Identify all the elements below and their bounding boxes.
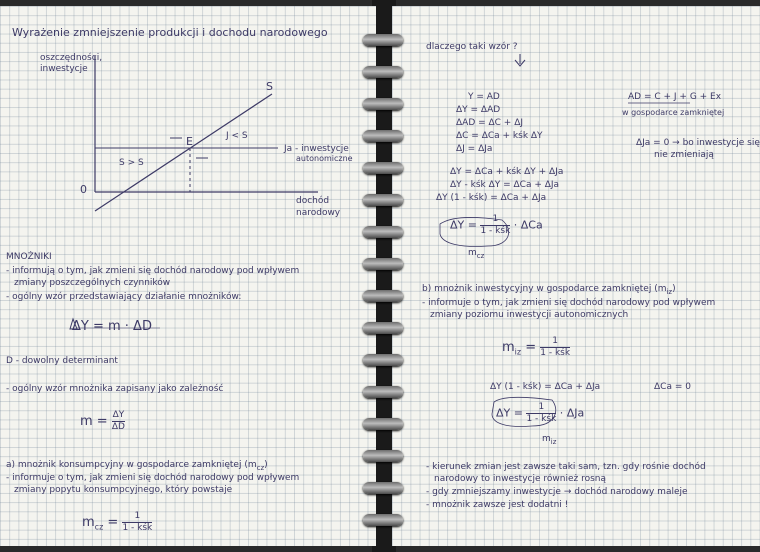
origin-label: 0 — [80, 183, 87, 196]
question-text: dlaczego taki wzór ? — [426, 42, 518, 52]
spiral-ring — [363, 226, 403, 238]
ad-formula: AD = C + J + G + Ex — [628, 92, 722, 102]
right-notebook-page — [392, 6, 760, 546]
equation-7: ΔY - kśk ΔY = ΔCa + ΔJa — [450, 180, 560, 190]
section-a-subscript: cz — [256, 463, 265, 472]
multiplier-text-line2: zmiany poszczególnych czynników — [14, 278, 171, 288]
mcz-formula: $m_{cz}$ = $\frac{1}{\text{1 - kśk}}$ — [82, 511, 153, 533]
y-axis-label-line2: inwestycje — [40, 64, 88, 74]
spiral-ring — [363, 450, 403, 462]
mcz-denominator: 1 - kśk — [122, 523, 153, 533]
miz-label-subscript: iz — [550, 437, 557, 446]
dependency-note: - ogólny wzór mnożnika zapisany jako zależność — [6, 384, 224, 394]
section-a-line2: - informuje o tym, jak zmieni się dochód narodowy pod wpływem — [6, 473, 300, 483]
dja-note-line2: nie zmieniają — [654, 150, 714, 160]
mcz-lhs: m — [82, 515, 95, 530]
section-b-heading: b) mnożnik inwestycyjny w gospodarce zamkniętej $(m_{iz})$ — [422, 284, 676, 296]
m-formula-denominator: ΔD — [111, 422, 125, 432]
spiral-ring — [363, 418, 403, 430]
equation-9-denominator: 1 - kśk — [480, 226, 511, 236]
equation-9 — [450, 214, 543, 237]
section-b-text: b) mnożnik inwestycyjny w gospodarce zamkniętej (m — [422, 284, 667, 294]
investment-label-line1: Ja - inwestycje — [284, 144, 349, 154]
y-axis-label-line1: oszczędności, — [40, 53, 103, 63]
equation-11-rhs: · ΔJa — [559, 406, 585, 420]
spiral-ring — [363, 98, 403, 110]
dja-note-line1: ΔJa = 0 → bo inwestycje się — [636, 138, 760, 148]
equation-9-numerator: 1 — [492, 214, 499, 224]
equilibrium-point-label: E — [186, 135, 193, 148]
equation-5: ΔJ = ΔJa — [456, 144, 493, 154]
miz-label: m — [542, 434, 551, 444]
x-axis-label-line1: dochód — [296, 196, 330, 206]
left-notebook-page — [0, 6, 376, 546]
equation-11-numerator: 1 — [538, 402, 545, 412]
spiral-ring — [363, 354, 403, 366]
right-region-label: J < S — [226, 131, 248, 141]
mcz-subscript: cz — [94, 522, 104, 532]
bullet-1: - kierunek zmian jest zawsze taki sam, tzn. gdy rośnie dochód — [426, 462, 706, 472]
section-b-line2: - informuje o tym, jak zmieni się dochód narodowy pod wpływem — [422, 298, 716, 308]
multiplier-heading: MNOŻNIKI — [6, 252, 52, 262]
spiral-ring — [363, 162, 403, 174]
spiral-ring — [363, 34, 403, 46]
spiral-ring — [363, 514, 403, 526]
section-a-heading: a) mnożnik konsumpcyjny w gospodarce zamkniętej $(m_{cz})$ — [6, 460, 268, 472]
m-formula-numerator: ΔY — [112, 410, 125, 420]
spiral-ring — [363, 258, 403, 270]
equation-11-label — [542, 434, 556, 447]
section-b-line3: zmiany poziomu inwestycji autonomicznych — [430, 310, 629, 320]
equation-9-rhs: · ΔCa — [513, 218, 543, 232]
section-a-text: a) mnożnik konsumpcyjny w gospodarce zamkniętej (m — [6, 460, 257, 470]
determinant-note: D - dowolny determinant — [6, 356, 118, 366]
equation-11-lhs: ΔY = — [496, 406, 523, 420]
mcz-label: m — [468, 248, 477, 258]
general-formula: ΔY = m · ΔD — [72, 319, 152, 334]
miz-lhs: m — [502, 340, 515, 355]
miz-numerator: 1 — [552, 336, 559, 346]
miz-denominator: 1 - kśk — [540, 348, 571, 358]
spiral-ring — [363, 482, 403, 494]
equation-10: ΔY (1 - kśk) = ΔCa + ΔJa — [490, 382, 601, 392]
spiral-ring — [363, 290, 403, 302]
mcz-label-subscript: cz — [476, 251, 485, 260]
spiral-ring — [363, 130, 403, 142]
savings-line-label: S — [266, 80, 273, 93]
multiplier-text-line3: - ogólny wzór przedstawiający działanie mnożników: — [6, 292, 242, 302]
left-region-label: S > S — [119, 158, 144, 168]
mcz-numerator: 1 — [134, 511, 141, 521]
spiral-ring — [363, 386, 403, 398]
equation-3: ΔAD = ΔC + ΔJ — [456, 118, 524, 128]
m-formula — [80, 410, 125, 433]
multiplier-text-line1: - informują o tym, jak zmieni się dochód narodowy pod wpływem — [6, 266, 300, 276]
spiral-ring — [363, 322, 403, 334]
investment-label-line2: autonomiczne — [296, 154, 353, 163]
x-axis-label-line2: narodowy — [296, 208, 341, 218]
bullet-3: - mnożnik zawsze jest dodatni ! — [426, 500, 569, 510]
equation-8: ΔY (1 - kśk) = ΔCa + ΔJa — [436, 193, 547, 203]
equation-4: ΔC = ΔCa + kśk ΔY — [456, 131, 543, 141]
bullet-1b: narodowy to inwestycje również rosną — [434, 474, 606, 484]
section-a-line3: zmiany popytu konsumpcyjnego, który powstaje — [14, 485, 233, 495]
spiral-ring — [363, 194, 403, 206]
ad-note: w gospodarce zamkniętej — [622, 108, 725, 117]
equation-1: Y = AD — [468, 92, 500, 102]
spiral-ring — [363, 66, 403, 78]
dca-zero-note: ΔCa = 0 — [654, 382, 691, 392]
equation-6: ΔY = ΔCa + kśk ΔY + ΔJa — [450, 167, 564, 177]
equation-9-lhs: ΔY = — [450, 218, 477, 232]
equation-2: ΔY = ΔAD — [456, 105, 501, 115]
bullet-2: - gdy zmniejszamy inwestycje → dochód narodowy maleje — [426, 487, 688, 497]
equation-11 — [496, 402, 584, 425]
miz-formula: $m_{iz}$ = $\frac{1}{\text{1 - kśk}}$ — [502, 336, 571, 358]
miz-subscript: iz — [514, 347, 522, 357]
equation-11-denominator: 1 - kśk — [526, 414, 557, 424]
m-formula-lhs: m = — [80, 414, 108, 429]
page-title: Wyrażenie zmniejszenie produkcji i dochodu narodowego — [12, 26, 328, 39]
equation-9-label — [468, 248, 484, 261]
section-b-subscript: iz — [666, 287, 673, 296]
